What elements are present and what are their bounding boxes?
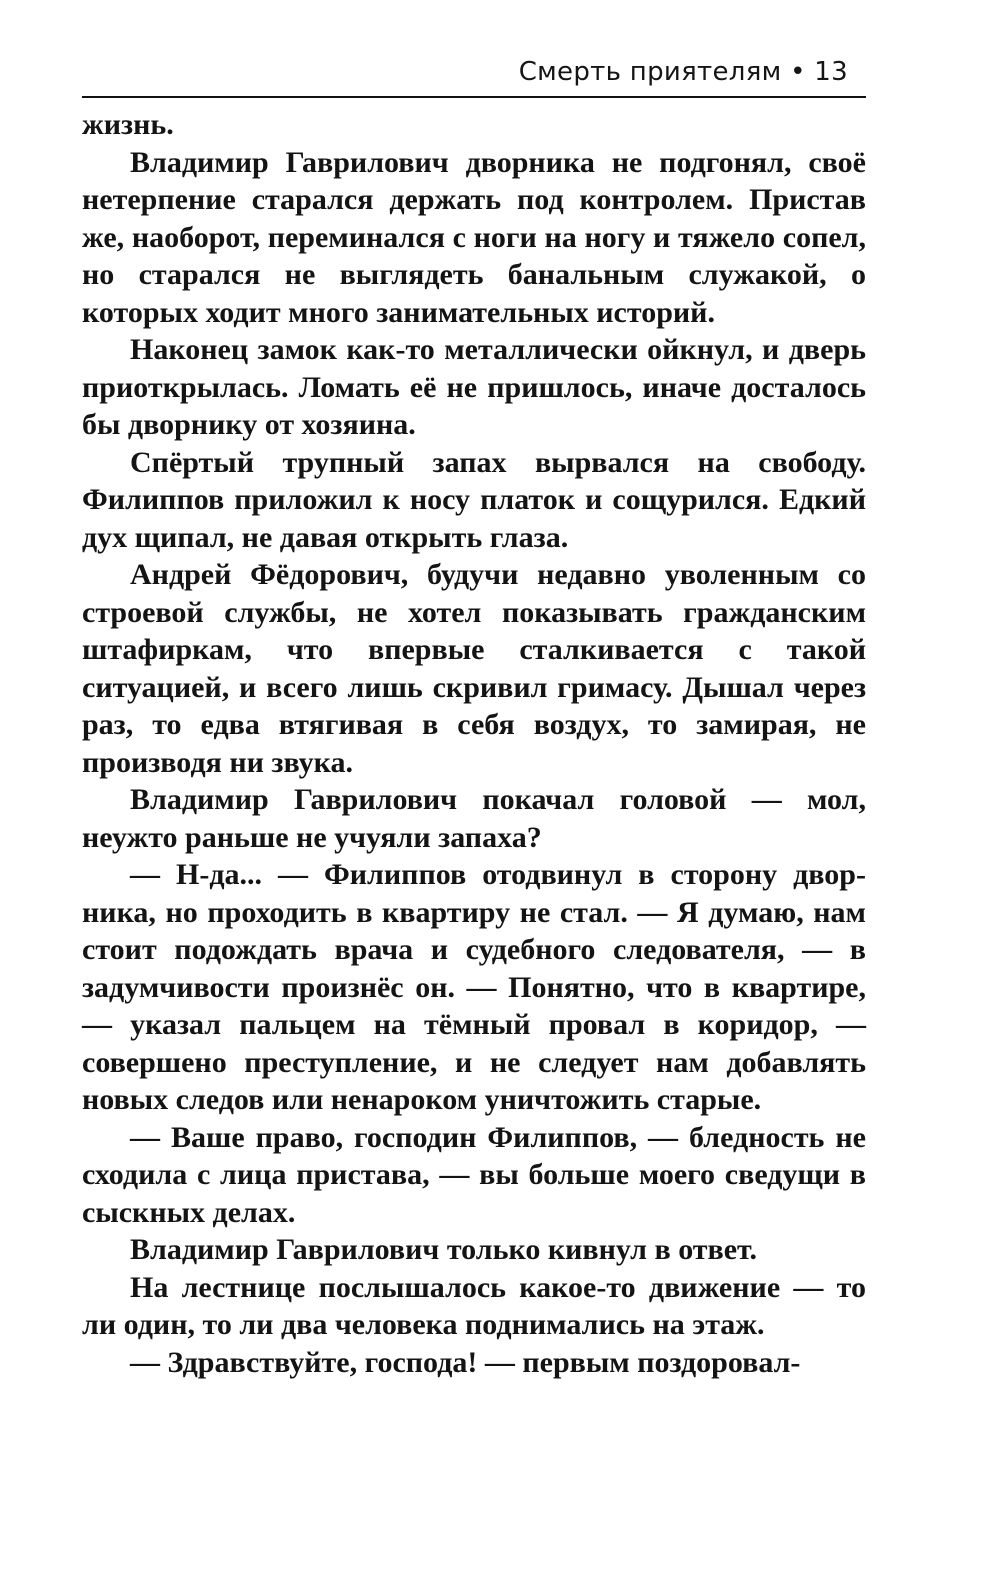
paragraph: — Ваше право, господин Филиппов, — бледность не сходила с лица пристава, — вы больше моего сведущи в сыскных делах.: [82, 1120, 866, 1229]
paragraph: Владимир Гаврилович только кивнул в ответ.: [130, 1233, 758, 1266]
paragraph: Наконец замок как-то металлически ойкнул, и дверь приоткрылась. Ломать её не пришлось, иначе досталось бы дворнику от хозяина.: [82, 333, 866, 441]
header-rule: [82, 96, 866, 98]
paragraph: жизнь.: [82, 108, 174, 141]
paragraph: Владимир Гаврилович дворника не подгонял, своё нетерпение старался держать под контролем. Пристав же, наоборот, переминался с ноги на ногу и тяжело сопел, но старался не выглядеть банальным служакой, о которых ходит много занимательных историй.: [82, 145, 866, 329]
paragraph: На лестнице послышалось какое-то движение — то ли один, то ли два человека поднимались на этаж.: [82, 1270, 866, 1341]
paragraph: Андрей Фёдорович, будучи недавно уволенным со строевой службы, не хотел показывать гражданским штафиркам, что впервые сталкивается с такой ситуацией, и всего лишь скривил гримасу. Дышал через раз, то едва втягивая в себя воздух, то замирая, не производя ни звука.: [82, 558, 866, 779]
paragraph: Спёртый трупный запах вырвался на свободу. Филиппов приложил к носу платок и сощурился. Едкий дух щипал, не давая открыть глаза.: [82, 445, 866, 554]
running-head: Смерть приятелям • 13: [518, 57, 848, 87]
paragraph: Владимир Гаврилович покачал головой — мол, неужто раньше не учуяли запаха?: [82, 783, 866, 854]
book-page: [82, 50, 866, 1381]
paragraph: — Здравствуйте, господа! — первым поздоровал-: [130, 1345, 801, 1379]
paragraph: — Н-да... — Филиппов отодвинул в сторону дворника, но проходить в квартиру не стал. — Я думаю, нам стоит подождать врача и судебного следователя, — в задумчивости произнёс он. — Понятно, что в квартире, — указал пальцем на тёмный провал в коридор, — совершено преступление, и не следует нам добавлять новых следов или ненароком уничтожить старые.: [82, 858, 866, 1116]
body-text: [82, 106, 866, 1381]
